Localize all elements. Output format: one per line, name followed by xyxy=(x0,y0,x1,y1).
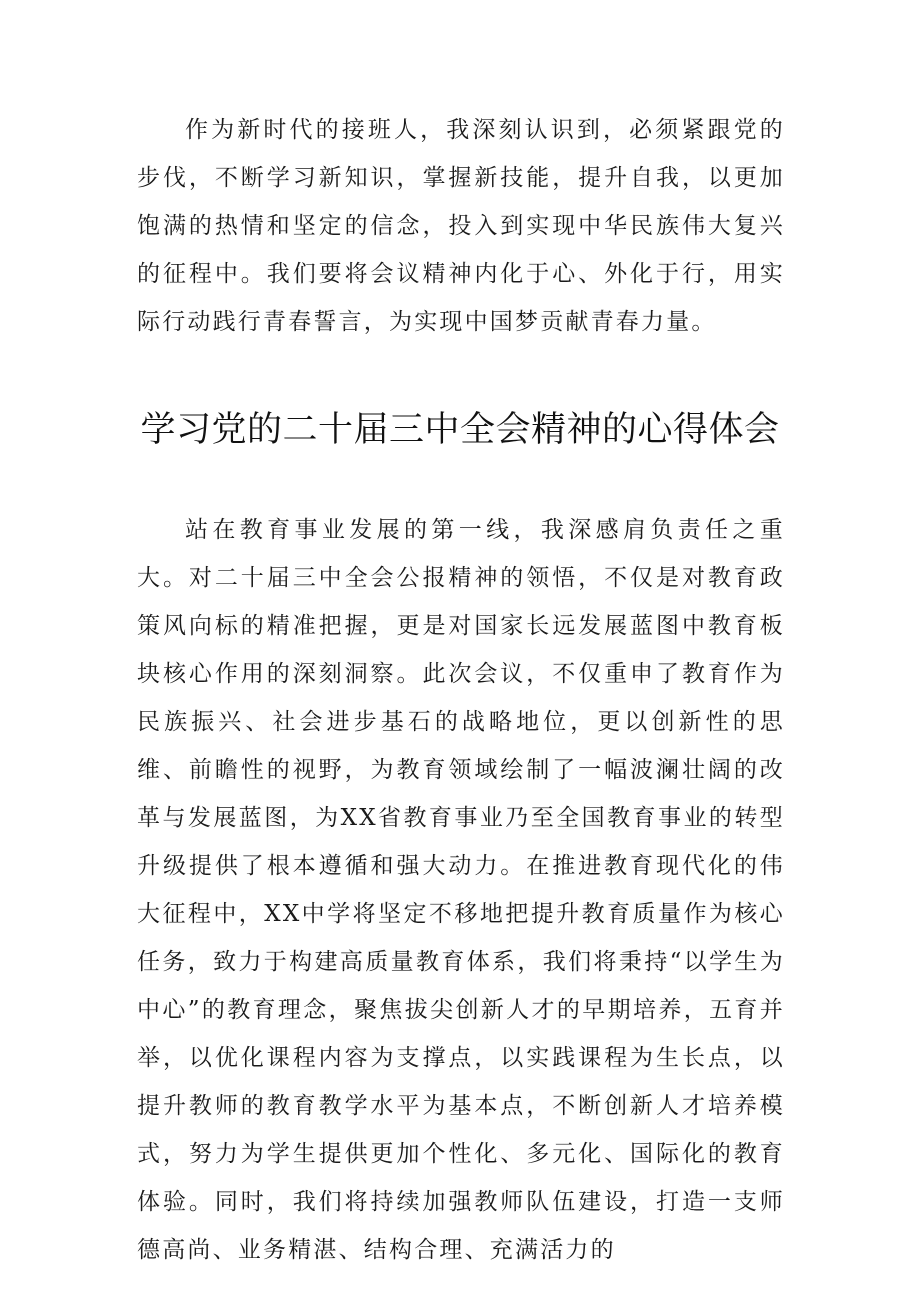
document-title: 学习党的二十届三中全会精神的心得体会 xyxy=(140,410,780,450)
body-paragraph: 站在教育事业发展的第一线，我深感肩负责任之重大。对二十届三中全会公报精神的领悟，不仅是对教育政策风向标的精准把握，更是对国家长远发展蓝图中教育板块核心作用的深刻洞察。此次会议，不仅重申了教育作为民族振兴、社会进步基石的战略地位，更以创新性的思维、前瞻性的视野，为教育领域绘制了一幅波澜壮阔的改革与发展蓝图，为XX省教育事业乃至全国教育事业的转型升级提供了根本遵循和强大动力。在推进教育现代化的伟大征程中，XX中学将坚定不移地把提升教育质量作为核心任务，致力于构建高质量教育体系，我们将秉持“以学生为中心”的教育理念，聚焦拔尖创新人才的早期培养，五育并举，以优化课程内容为支撑点，以实践课程为生长点，以提升教师的教育教学水平为基本点，不断创新人才培养模式，努力为学生提供更加个性化、多元化、国际化的教育体验。同时，我们将持续加强教师队伍建设，打造一支师德高尚、业务精湛、结构合理、充满活力的 xyxy=(137,517,785,1263)
body-paragraph: 作为新时代的接班人，我深刻认识到，必须紧跟党的步伐，不断学习新知识，掌握新技能，提升自我，以更加饱满的热情和坚定的信念，投入到实现中华民族伟大复兴的征程中。我们要将会议精神内化于心、外化于行，用实际行动践行青春誓言，为实现中国梦贡献青春力量。 xyxy=(137,117,785,335)
